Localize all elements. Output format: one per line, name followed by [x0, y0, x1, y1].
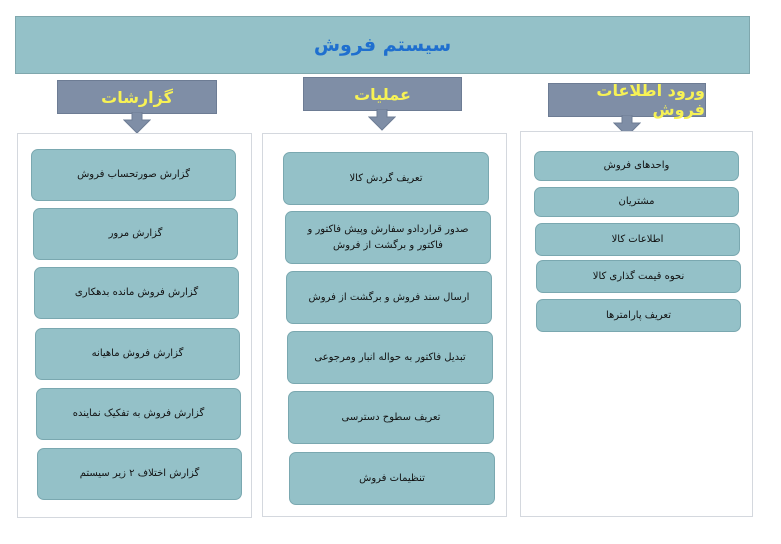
list-item-operation[interactable]: تنظیمات فروش	[289, 452, 495, 505]
list-item-report[interactable]: گزارش اختلاف ۲ زیر سیستم	[37, 448, 242, 500]
list-item-operation[interactable]: تعریف گردش کالا	[283, 152, 489, 205]
header-reports: گزارشات	[57, 80, 217, 114]
list-item-report[interactable]: گزارش فروش مانده بدهکاری	[34, 267, 239, 319]
list-item-operation[interactable]: تبدیل فاکتور به حواله انبار ومرجوعی	[287, 331, 493, 384]
list-item-report[interactable]: گزارش مرور	[33, 208, 238, 260]
arrow-down-icon	[123, 112, 151, 134]
list-item-data-entry[interactable]: نحوه قیمت گذاری کالا	[536, 260, 741, 293]
list-item-data-entry[interactable]: اطلاعات کالا	[535, 223, 740, 256]
header-operations: عملیات	[303, 77, 462, 111]
list-item-operation[interactable]: تعریف سطوح دسترسی	[288, 391, 494, 444]
arrow-down-icon	[368, 109, 396, 131]
list-item-data-entry[interactable]: واحدهای فروش	[534, 151, 739, 181]
system-title: سیستم فروش	[15, 16, 750, 74]
list-item-data-entry[interactable]: تعریف پارامترها	[536, 299, 741, 332]
list-item-report[interactable]: گزارش فروش به تفکیک نماینده	[36, 388, 241, 440]
header-data-entry: ورود اطلاعات فروش	[548, 83, 706, 117]
list-item-operation[interactable]: صدور قراردادو سفارش وپیش فاکتور و فاکتور و برگشت از فروش	[285, 211, 491, 264]
list-item-operation[interactable]: ارسال سند فروش و برگشت از فروش	[286, 271, 492, 324]
list-item-report[interactable]: گزارش فروش ماهیانه	[35, 328, 240, 380]
list-item-report[interactable]: گزارش صورتحساب فروش	[31, 149, 236, 201]
list-item-data-entry[interactable]: مشتریان	[534, 187, 739, 217]
